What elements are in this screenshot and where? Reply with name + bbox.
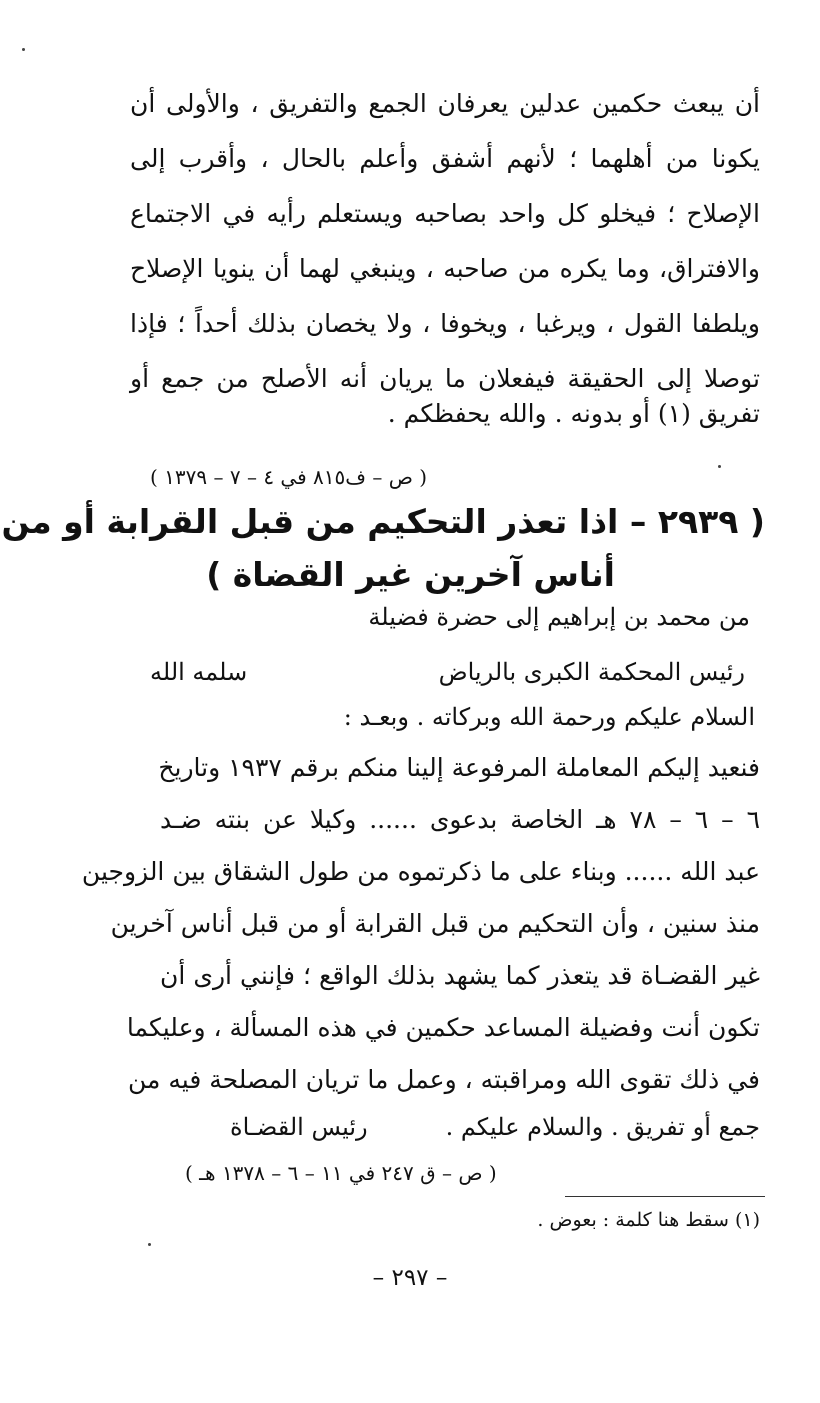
- letter-body-line: منذ سنين ، وأن التحكيم من قبل القرابة أو من قبل أناس آخرين: [110, 909, 760, 938]
- letter-from: من محمد بن إبراهيم إلى حضرة فضيلة: [368, 603, 750, 631]
- paragraph-last-line: تفريق (١) أو بدونه . والله يحفظكم .: [387, 399, 760, 428]
- paragraph-line: يكونا من أهلهما ؛ لأنهم أشفق وأعلم بالحال ، وأقرب إلى: [130, 144, 760, 173]
- section-heading-line-1: ( ٢٩٣٩ – اذا تعذر التحكيم من قبل القرابة أو من: [1, 502, 765, 541]
- letter-addressee: رئيس المحكمة الكبرى بالرياض: [438, 658, 745, 686]
- paragraph-line: أن يبعث حكمين عدلين يعرفان الجمع والتفريق ، والأولى أن: [130, 89, 760, 118]
- paragraph-line: والافتراق، وما يكره من صاحبه ، وينبغي لهما أن ينويا الإصلاح: [130, 254, 760, 283]
- scan-speck: [148, 1243, 151, 1246]
- footnote: (١) سقط هنا كلمة : بعوض .: [537, 1209, 760, 1231]
- letter-body-line: عبد الله ...... وبناء على ما ذكرتموه من طول الشقاق بين الزوجين: [81, 857, 760, 886]
- paragraph-line: الإصلاح ؛ فيخلو كل واحد بصاحبه ويستعلم رأيه في الاجتماع: [130, 199, 760, 228]
- letter-closing: جمع أو تفريق . والسلام عليكم .: [445, 1113, 760, 1141]
- scan-speck: [22, 48, 25, 51]
- letter-body-line: غير القضـاة قد يتعذر كما يشهد بذلك الواقع ؛ فإنني أرى أن: [160, 961, 760, 990]
- letter-body-line: ٦ – ٦ – ٧٨ هـ الخاصة بدعوى ...... وكيلا عن بنته ضـد: [160, 805, 760, 834]
- letter-blessing: سلمه الله: [150, 658, 248, 686]
- footnote-rule: [565, 1196, 765, 1197]
- page-number: – ٢٩٧ –: [372, 1265, 448, 1291]
- source-reference: ( ص – ف٨١٥ في ٤ – ٧ – ١٣٧٩ ): [150, 465, 428, 489]
- paragraph-line: توصلا إلى الحقيقة فيفعلان ما يريان أنه الأصلح من جمع أو: [130, 364, 760, 393]
- section-heading-line-2: أناس آخرين غير القضاة ): [206, 555, 615, 594]
- scan-speck: [718, 465, 721, 468]
- letter-body-line: فنعيد إليكم المعاملة المرفوعة إلينا منكم برقم ١٩٣٧ وتاريخ: [158, 753, 760, 782]
- letter-signature: رئيس القضـاة: [230, 1113, 368, 1141]
- letter-greeting: السلام عليكم ورحمة الله وبركاته . وبعـد :: [343, 703, 755, 731]
- letter-body-line: في ذلك تقوى الله ومراقبته ، وعمل ما تريان المصلحة فيه من: [128, 1065, 760, 1094]
- source-reference: ( ص – ق ٢٤٧ في ١١ – ٦ – ١٣٧٨ هـ ): [185, 1161, 497, 1185]
- letter-body-line: تكون أنت وفضيلة المساعد حكمين في هذه المسألة ، وعليكما: [126, 1013, 760, 1042]
- paragraph-line: ويلطفا القول ، ويرغبا ، ويخوفا ، ولا يخصان بذلك أحداً ؛ فإذا: [130, 309, 760, 338]
